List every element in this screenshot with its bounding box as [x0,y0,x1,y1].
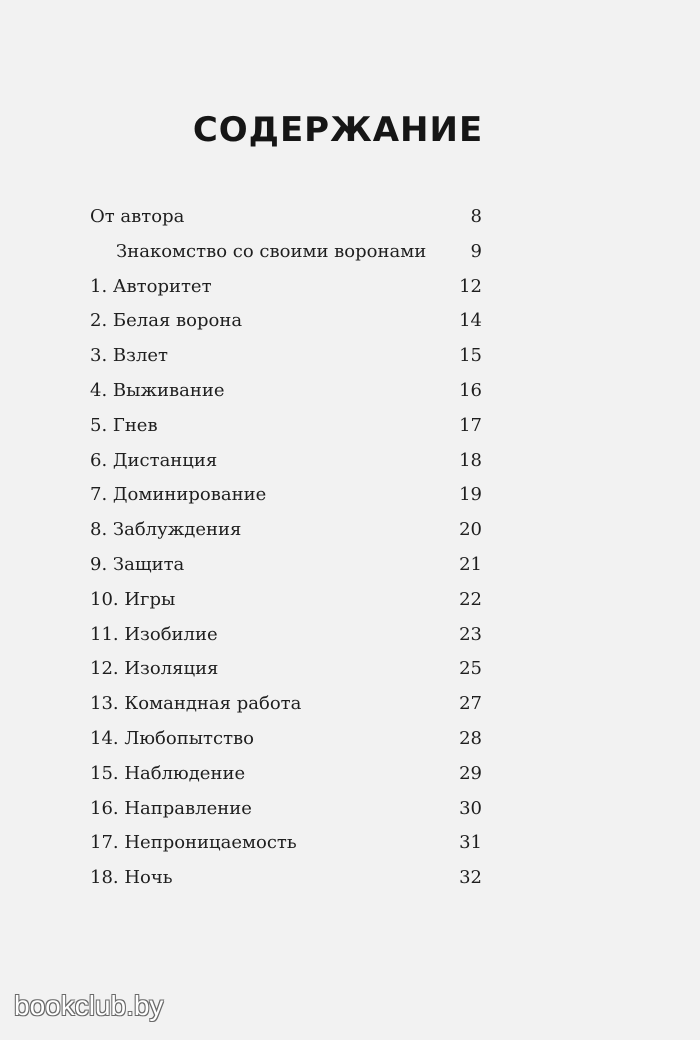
toc-item-page-number: 22 [459,588,482,610]
toc-item-chapter-16[interactable] [90,792,482,827]
toc-item-chapter-3[interactable] [90,339,482,374]
toc-item-chapter-10[interactable] [90,583,482,618]
toc-item-page-number: 12 [459,275,482,297]
toc-item-meet-your-crows[interactable] [90,235,482,270]
toc-item-from-author[interactable] [90,200,482,235]
toc-item-label: 16. Направление [90,797,252,819]
toc-item-label: 10. Игры [90,588,176,610]
table-of-contents [90,200,482,896]
toc-item-page-number: 19 [459,484,482,506]
toc-item-label: 13. Командная работа [90,693,302,715]
watermark: bookclub.by [14,990,164,1021]
toc-item-label: 8. Заблуждения [90,519,242,541]
toc-item-page-number: 9 [470,240,482,262]
toc-item-page-number: 16 [459,379,482,401]
toc-item-page-number: 32 [459,867,482,889]
toc-item-page-number: 30 [459,797,482,819]
toc-item-label: 6. Дистанция [90,449,218,471]
toc-item-chapter-7[interactable] [90,478,482,513]
toc-item-label: 7. Доминирование [90,484,267,506]
toc-item-page-number: 15 [459,345,482,367]
toc-item-page-number: 14 [459,310,482,332]
toc-item-page-number: 31 [459,832,482,854]
toc-item-chapter-8[interactable] [90,513,482,548]
toc-item-chapter-11[interactable] [90,618,482,653]
toc-item-chapter-18[interactable] [90,861,482,896]
toc-item-chapter-1[interactable] [90,270,482,305]
toc-item-chapter-9[interactable] [90,548,482,583]
toc-item-label: 5. Гнев [90,414,158,436]
toc-item-label: 14. Любопытство [90,727,255,749]
toc-item-label: Знакомство со своими воронами [116,240,427,262]
toc-item-chapter-2[interactable] [90,304,482,339]
toc-item-page-number: 18 [459,449,482,471]
toc-item-label: 3. Взлет [90,345,168,367]
toc-item-chapter-4[interactable] [90,374,482,409]
toc-item-label: 2. Белая ворона [90,310,243,332]
toc-item-label: 12. Изоляция [90,658,219,680]
toc-item-label: 15. Наблюдение [90,762,246,784]
toc-item-page-number: 25 [459,658,482,680]
toc-item-chapter-12[interactable] [90,652,482,687]
toc-item-chapter-17[interactable] [90,826,482,861]
toc-item-page-number: 8 [470,206,482,227]
toc-item-label: От автора [90,206,185,227]
toc-item-label: 11. Изобилие [90,623,218,645]
toc-item-page-number: 29 [459,762,482,784]
toc-item-chapter-13[interactable] [90,687,482,722]
toc-item-page-number: 20 [459,519,482,541]
toc-item-label: 17. Непроницаемость [90,832,297,854]
page-title: СОДЕРЖАНИЕ [192,110,484,150]
toc-item-chapter-14[interactable] [90,722,482,757]
toc-item-label: 4. Выживание [90,379,225,401]
toc-item-chapter-15[interactable] [90,757,482,792]
toc-item-label: 1. Авторитет [90,275,212,297]
toc-item-label: 9. Защита [90,553,185,575]
toc-item-page-number: 17 [459,414,482,436]
toc-item-label: 18. Ночь [90,867,173,889]
toc-item-chapter-5[interactable] [90,409,482,444]
toc-item-page-number: 23 [459,623,482,645]
toc-item-chapter-6[interactable] [90,444,482,479]
toc-item-page-number: 27 [459,693,482,715]
toc-item-page-number: 28 [459,727,482,749]
toc-item-page-number: 21 [459,553,482,575]
